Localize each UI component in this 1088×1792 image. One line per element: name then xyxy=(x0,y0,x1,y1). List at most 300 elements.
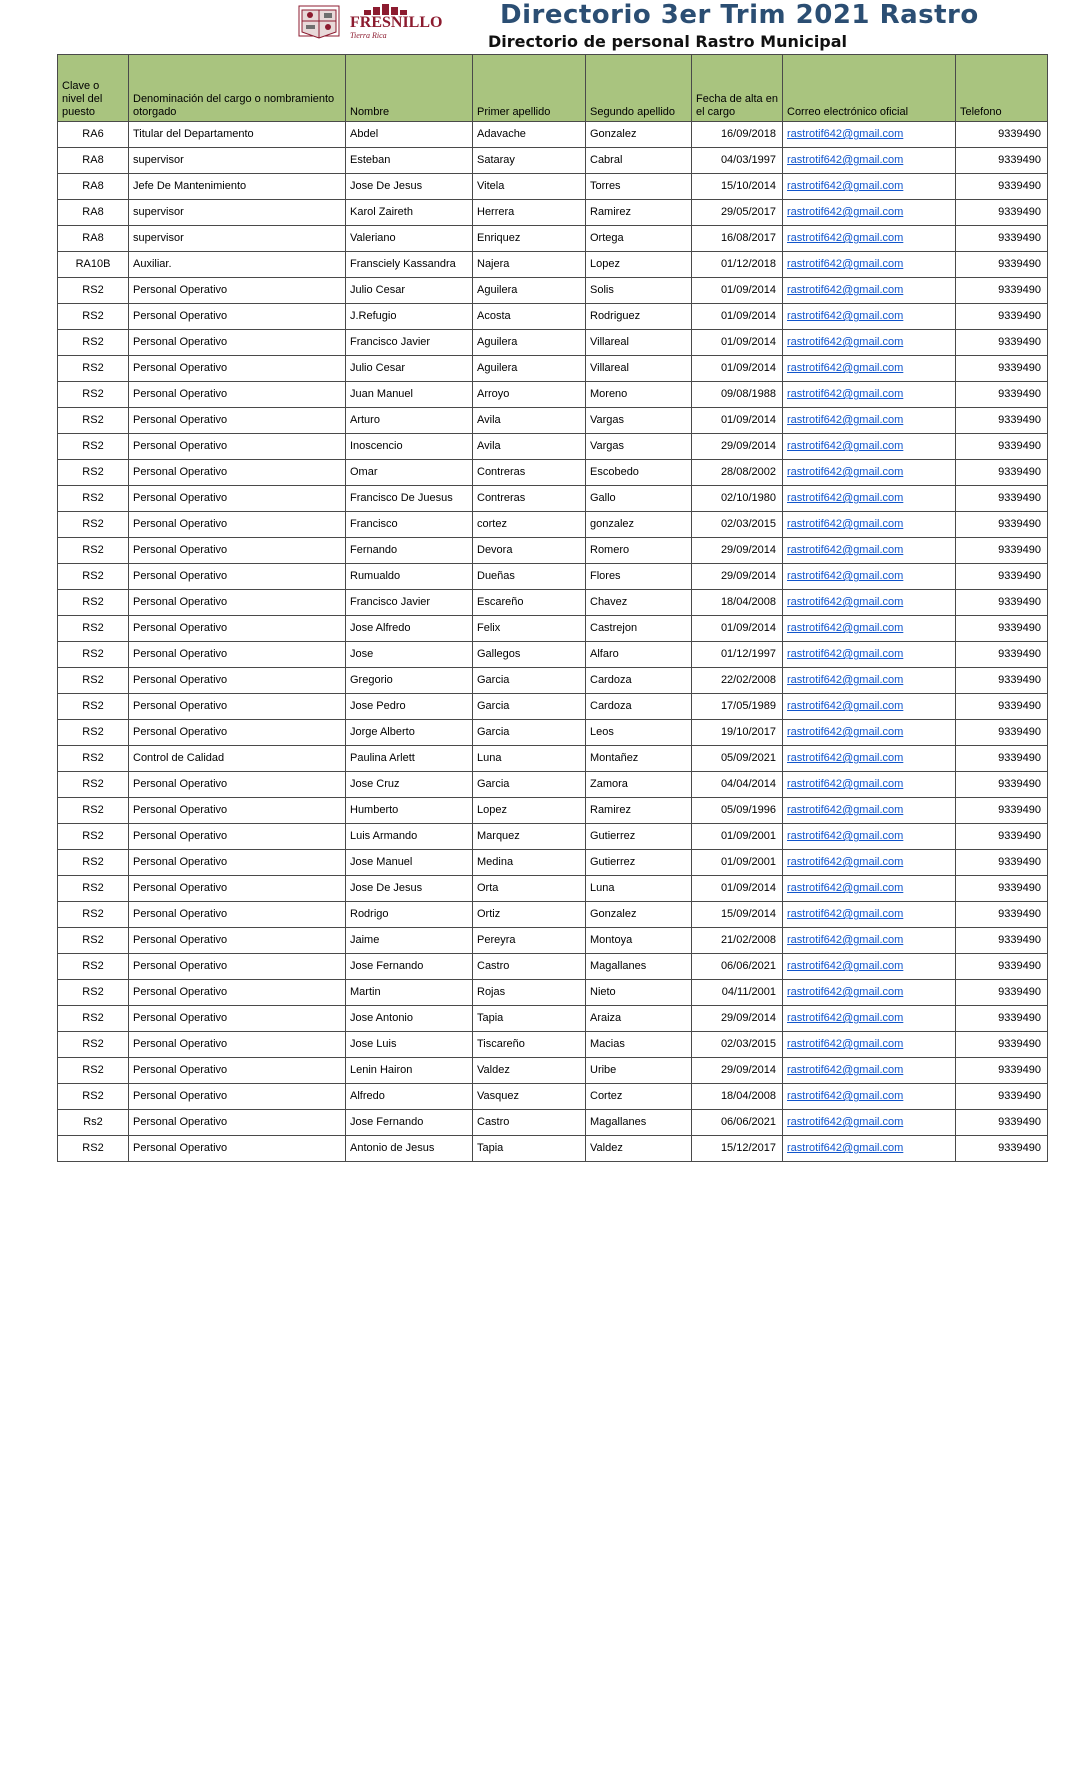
cell-denominacion: Auxiliar. xyxy=(129,252,346,278)
cell-denominacion: Personal Operativo xyxy=(129,772,346,798)
cell-clave: RS2 xyxy=(58,382,129,408)
cell-primer-apellido: Garcia xyxy=(473,668,586,694)
cell-nombre: Inoscencio xyxy=(346,434,473,460)
cell-clave: RS2 xyxy=(58,1136,129,1162)
table-row xyxy=(58,460,1048,486)
column-header-nombre: Nombre xyxy=(346,55,473,122)
cell-denominacion: Personal Operativo xyxy=(129,434,346,460)
email-link[interactable]: rastrotif642@gmail.com xyxy=(787,206,904,218)
cell-telefono: 9339490 xyxy=(956,642,1048,668)
cell-clave: RS2 xyxy=(58,720,129,746)
cell-clave: RS2 xyxy=(58,642,129,668)
cell-segundo-apellido: Vargas xyxy=(586,408,692,434)
cell-primer-apellido: Tiscareño xyxy=(473,1032,586,1058)
email-link[interactable]: rastrotif642@gmail.com xyxy=(787,154,904,166)
cell-telefono: 9339490 xyxy=(956,668,1048,694)
table-row xyxy=(58,252,1048,278)
cell-telefono: 9339490 xyxy=(956,460,1048,486)
cell-fecha-alta: 04/11/2001 xyxy=(692,980,783,1006)
cell-primer-apellido: Garcia xyxy=(473,720,586,746)
email-link[interactable]: rastrotif642@gmail.com xyxy=(787,362,904,374)
table-row xyxy=(58,304,1048,330)
cell-segundo-apellido: Ortega xyxy=(586,226,692,252)
cell-telefono: 9339490 xyxy=(956,278,1048,304)
cell-denominacion: Personal Operativo xyxy=(129,616,346,642)
cell-primer-apellido: Lopez xyxy=(473,798,586,824)
column-header-correo: Correo electrónico oficial xyxy=(783,55,956,122)
email-link[interactable]: rastrotif642@gmail.com xyxy=(787,700,904,712)
cell-nombre: Jose Pedro xyxy=(346,694,473,720)
email-link[interactable]: rastrotif642@gmail.com xyxy=(787,128,904,140)
cell-telefono: 9339490 xyxy=(956,954,1048,980)
cell-fecha-alta: 06/06/2021 xyxy=(692,954,783,980)
cell-primer-apellido: Sataray xyxy=(473,148,586,174)
cell-fecha-alta: 01/09/2001 xyxy=(692,850,783,876)
email-link[interactable]: rastrotif642@gmail.com xyxy=(787,960,904,972)
cell-primer-apellido: Aguilera xyxy=(473,278,586,304)
cell-nombre: Jose Fernando xyxy=(346,1110,473,1136)
cell-correo xyxy=(783,1032,956,1058)
table-row xyxy=(58,590,1048,616)
cell-correo xyxy=(783,1084,956,1110)
cell-denominacion: Personal Operativo xyxy=(129,356,346,382)
cell-correo xyxy=(783,642,956,668)
cell-telefono: 9339490 xyxy=(956,772,1048,798)
cell-clave: RS2 xyxy=(58,616,129,642)
cell-primer-apellido: Acosta xyxy=(473,304,586,330)
cell-primer-apellido: Pereyra xyxy=(473,928,586,954)
cell-segundo-apellido: Cardoza xyxy=(586,668,692,694)
cell-fecha-alta: 29/05/2017 xyxy=(692,200,783,226)
cell-segundo-apellido: Moreno xyxy=(586,382,692,408)
cell-fecha-alta: 02/10/1980 xyxy=(692,486,783,512)
cell-segundo-apellido: Nieto xyxy=(586,980,692,1006)
cell-telefono: 9339490 xyxy=(956,564,1048,590)
cell-correo xyxy=(783,434,956,460)
cell-fecha-alta: 17/05/1989 xyxy=(692,694,783,720)
cell-primer-apellido: Castro xyxy=(473,954,586,980)
cell-nombre: Esteban xyxy=(346,148,473,174)
cell-denominacion: supervisor xyxy=(129,226,346,252)
cell-primer-apellido: Aguilera xyxy=(473,330,586,356)
email-link[interactable]: rastrotif642@gmail.com xyxy=(787,284,904,296)
table-row xyxy=(58,980,1048,1006)
cell-correo xyxy=(783,538,956,564)
table-row xyxy=(58,512,1048,538)
cell-segundo-apellido: Cardoza xyxy=(586,694,692,720)
email-link[interactable]: rastrotif642@gmail.com xyxy=(787,596,904,608)
cell-correo xyxy=(783,512,956,538)
cell-telefono: 9339490 xyxy=(956,148,1048,174)
cell-telefono: 9339490 xyxy=(956,616,1048,642)
email-link[interactable]: rastrotif642@gmail.com xyxy=(787,934,904,946)
cell-segundo-apellido: Magallanes xyxy=(586,954,692,980)
cell-fecha-alta: 05/09/2021 xyxy=(692,746,783,772)
cell-fecha-alta: 01/09/2014 xyxy=(692,616,783,642)
email-link[interactable]: rastrotif642@gmail.com xyxy=(787,778,904,790)
email-link[interactable]: rastrotif642@gmail.com xyxy=(787,258,904,270)
cell-denominacion: Personal Operativo xyxy=(129,278,346,304)
logos xyxy=(296,2,454,42)
cell-fecha-alta: 18/04/2008 xyxy=(692,590,783,616)
email-link[interactable]: rastrotif642@gmail.com xyxy=(787,752,904,764)
cell-segundo-apellido: Magallanes xyxy=(586,1110,692,1136)
municipal-crest-icon xyxy=(296,2,342,42)
email-link[interactable]: rastrotif642@gmail.com xyxy=(787,830,904,842)
document-header xyxy=(0,0,1088,52)
cell-primer-apellido: Garcia xyxy=(473,694,586,720)
email-link[interactable]: rastrotif642@gmail.com xyxy=(787,466,904,478)
cell-fecha-alta: 02/03/2015 xyxy=(692,1032,783,1058)
table-row xyxy=(58,434,1048,460)
cell-fecha-alta: 16/08/2017 xyxy=(692,226,783,252)
table-row xyxy=(58,720,1048,746)
cell-denominacion: Personal Operativo xyxy=(129,382,346,408)
cell-correo xyxy=(783,746,956,772)
cell-denominacion: Personal Operativo xyxy=(129,876,346,902)
cell-clave: RS2 xyxy=(58,954,129,980)
table-row xyxy=(58,174,1048,200)
logo-tagline: Tierra Rica xyxy=(350,31,387,40)
cell-segundo-apellido: Leos xyxy=(586,720,692,746)
cell-telefono: 9339490 xyxy=(956,980,1048,1006)
cell-telefono: 9339490 xyxy=(956,538,1048,564)
cell-segundo-apellido: Escobedo xyxy=(586,460,692,486)
email-link[interactable]: rastrotif642@gmail.com xyxy=(787,1012,904,1024)
column-header-clave: Clave o nivel del puesto xyxy=(58,55,129,122)
email-link[interactable]: rastrotif642@gmail.com xyxy=(787,570,904,582)
cell-correo xyxy=(783,408,956,434)
email-link[interactable]: rastrotif642@gmail.com xyxy=(787,1116,904,1128)
cell-clave: RS2 xyxy=(58,278,129,304)
cell-nombre: Lenin Hairon xyxy=(346,1058,473,1084)
cell-telefono: 9339490 xyxy=(956,902,1048,928)
cell-segundo-apellido: Chavez xyxy=(586,590,692,616)
cell-segundo-apellido: Gonzalez xyxy=(586,122,692,148)
cell-nombre: Jose De Jesus xyxy=(346,174,473,200)
cell-fecha-alta: 09/08/1988 xyxy=(692,382,783,408)
cell-nombre: Paulina Arlett xyxy=(346,746,473,772)
cell-clave: RA6 xyxy=(58,122,129,148)
email-link[interactable]: rastrotif642@gmail.com xyxy=(787,1142,904,1154)
cell-segundo-apellido: Cabral xyxy=(586,148,692,174)
cell-telefono: 9339490 xyxy=(956,876,1048,902)
cell-correo xyxy=(783,1110,956,1136)
email-link[interactable]: rastrotif642@gmail.com xyxy=(787,440,904,452)
cell-denominacion: Personal Operativo xyxy=(129,1136,346,1162)
cell-telefono: 9339490 xyxy=(956,512,1048,538)
cell-segundo-apellido: Villareal xyxy=(586,330,692,356)
cell-clave: RS2 xyxy=(58,694,129,720)
cell-telefono: 9339490 xyxy=(956,1110,1048,1136)
table-header-row xyxy=(58,55,1048,122)
cell-fecha-alta: 29/09/2014 xyxy=(692,564,783,590)
email-link[interactable]: rastrotif642@gmail.com xyxy=(787,544,904,556)
cell-fecha-alta: 19/10/2017 xyxy=(692,720,783,746)
cell-telefono: 9339490 xyxy=(956,356,1048,382)
email-link[interactable]: rastrotif642@gmail.com xyxy=(787,648,904,660)
email-link[interactable]: rastrotif642@gmail.com xyxy=(787,336,904,348)
cell-primer-apellido: Vasquez xyxy=(473,1084,586,1110)
table-row xyxy=(58,746,1048,772)
email-link[interactable]: rastrotif642@gmail.com xyxy=(787,674,904,686)
email-link[interactable]: rastrotif642@gmail.com xyxy=(787,414,904,426)
cell-denominacion: Personal Operativo xyxy=(129,1006,346,1032)
cell-clave: RS2 xyxy=(58,408,129,434)
cell-nombre: Humberto xyxy=(346,798,473,824)
cell-primer-apellido: Enriquez xyxy=(473,226,586,252)
cell-denominacion: Personal Operativo xyxy=(129,668,346,694)
cell-fecha-alta: 22/02/2008 xyxy=(692,668,783,694)
table-row xyxy=(58,928,1048,954)
cell-nombre: Jose xyxy=(346,642,473,668)
cell-correo xyxy=(783,590,956,616)
cell-segundo-apellido: Montañez xyxy=(586,746,692,772)
email-link[interactable]: rastrotif642@gmail.com xyxy=(787,518,904,530)
cell-fecha-alta: 01/09/2014 xyxy=(692,408,783,434)
cell-clave: RS2 xyxy=(58,1084,129,1110)
cell-primer-apellido: Ortiz xyxy=(473,902,586,928)
column-header-telefono: Telefono xyxy=(956,55,1048,122)
email-link[interactable]: rastrotif642@gmail.com xyxy=(787,388,904,400)
cell-nombre: Arturo xyxy=(346,408,473,434)
cell-correo xyxy=(783,330,956,356)
cell-telefono: 9339490 xyxy=(956,408,1048,434)
cell-nombre: Francisco De Juesus xyxy=(346,486,473,512)
cell-clave: RS2 xyxy=(58,876,129,902)
fresnillo-logo xyxy=(350,4,454,40)
table-row xyxy=(58,122,1048,148)
cell-segundo-apellido: Valdez xyxy=(586,1136,692,1162)
cell-primer-apellido: Najera xyxy=(473,252,586,278)
column-header-primer-apellido: Primer apellido xyxy=(473,55,586,122)
table-row xyxy=(58,1110,1048,1136)
cell-denominacion: Control de Calidad xyxy=(129,746,346,772)
cell-nombre: Rumualdo xyxy=(346,564,473,590)
cell-denominacion: Personal Operativo xyxy=(129,304,346,330)
table-row xyxy=(58,486,1048,512)
email-link[interactable]: rastrotif642@gmail.com xyxy=(787,856,904,868)
cell-fecha-alta: 15/10/2014 xyxy=(692,174,783,200)
cell-correo xyxy=(783,720,956,746)
email-link[interactable]: rastrotif642@gmail.com xyxy=(787,986,904,998)
table-row xyxy=(58,278,1048,304)
cell-telefono: 9339490 xyxy=(956,174,1048,200)
cell-denominacion: supervisor xyxy=(129,148,346,174)
table-row xyxy=(58,772,1048,798)
cell-fecha-alta: 21/02/2008 xyxy=(692,928,783,954)
cell-correo xyxy=(783,798,956,824)
cell-clave: RA8 xyxy=(58,148,129,174)
cell-fecha-alta: 29/09/2014 xyxy=(692,434,783,460)
cell-fecha-alta: 01/09/2014 xyxy=(692,356,783,382)
cell-segundo-apellido: Ramirez xyxy=(586,798,692,824)
email-link[interactable]: rastrotif642@gmail.com xyxy=(787,180,904,192)
cell-telefono: 9339490 xyxy=(956,850,1048,876)
table-row xyxy=(58,148,1048,174)
cell-primer-apellido: Gallegos xyxy=(473,642,586,668)
cell-correo xyxy=(783,902,956,928)
cell-primer-apellido: Rojas xyxy=(473,980,586,1006)
cell-primer-apellido: Arroyo xyxy=(473,382,586,408)
cell-segundo-apellido: Torres xyxy=(586,174,692,200)
cell-denominacion: Personal Operativo xyxy=(129,1084,346,1110)
cell-telefono: 9339490 xyxy=(956,590,1048,616)
cell-clave: RS2 xyxy=(58,330,129,356)
cell-nombre: Francisco xyxy=(346,512,473,538)
cell-fecha-alta: 05/09/1996 xyxy=(692,798,783,824)
cell-nombre: Gregorio xyxy=(346,668,473,694)
cell-fecha-alta: 28/08/2002 xyxy=(692,460,783,486)
cell-denominacion: supervisor xyxy=(129,200,346,226)
cell-clave: RS2 xyxy=(58,460,129,486)
cell-fecha-alta: 01/12/1997 xyxy=(692,642,783,668)
table-row xyxy=(58,1006,1048,1032)
cell-denominacion: Personal Operativo xyxy=(129,928,346,954)
table-row xyxy=(58,824,1048,850)
cell-denominacion: Personal Operativo xyxy=(129,642,346,668)
cell-segundo-apellido: Lopez xyxy=(586,252,692,278)
cell-primer-apellido: Contreras xyxy=(473,486,586,512)
cell-correo xyxy=(783,122,956,148)
cell-denominacion: Personal Operativo xyxy=(129,330,346,356)
cell-clave: RS2 xyxy=(58,902,129,928)
cell-nombre: Jose Luis xyxy=(346,1032,473,1058)
cell-nombre: Jose Manuel xyxy=(346,850,473,876)
cell-denominacion: Personal Operativo xyxy=(129,408,346,434)
cell-telefono: 9339490 xyxy=(956,694,1048,720)
email-link[interactable]: rastrotif642@gmail.com xyxy=(787,622,904,634)
email-link[interactable]: rastrotif642@gmail.com xyxy=(787,908,904,920)
cell-clave: RA8 xyxy=(58,174,129,200)
cell-fecha-alta: 01/09/2014 xyxy=(692,278,783,304)
cell-clave: RS2 xyxy=(58,798,129,824)
cell-segundo-apellido: Zamora xyxy=(586,772,692,798)
cell-segundo-apellido: Cortez xyxy=(586,1084,692,1110)
email-link[interactable]: rastrotif642@gmail.com xyxy=(787,804,904,816)
cell-fecha-alta: 15/09/2014 xyxy=(692,902,783,928)
cell-clave: RA8 xyxy=(58,226,129,252)
cell-primer-apellido: Castro xyxy=(473,1110,586,1136)
cell-clave: RS2 xyxy=(58,772,129,798)
cell-correo xyxy=(783,1058,956,1084)
cell-nombre: Juan Manuel xyxy=(346,382,473,408)
email-link[interactable]: rastrotif642@gmail.com xyxy=(787,1038,904,1050)
cell-correo xyxy=(783,1006,956,1032)
cell-segundo-apellido: Solis xyxy=(586,278,692,304)
table-row xyxy=(58,226,1048,252)
cell-fecha-alta: 29/09/2014 xyxy=(692,538,783,564)
email-link[interactable]: rastrotif642@gmail.com xyxy=(787,1064,904,1076)
cell-telefono: 9339490 xyxy=(956,200,1048,226)
cell-telefono: 9339490 xyxy=(956,434,1048,460)
cell-segundo-apellido: Luna xyxy=(586,876,692,902)
cell-segundo-apellido: Vargas xyxy=(586,434,692,460)
cell-correo xyxy=(783,850,956,876)
cell-fecha-alta: 01/09/2014 xyxy=(692,304,783,330)
cell-fecha-alta: 29/09/2014 xyxy=(692,1006,783,1032)
cell-fecha-alta: 18/04/2008 xyxy=(692,1084,783,1110)
cell-segundo-apellido: Ramirez xyxy=(586,200,692,226)
cell-clave: RS2 xyxy=(58,304,129,330)
cell-denominacion: Personal Operativo xyxy=(129,824,346,850)
cell-primer-apellido: Marquez xyxy=(473,824,586,850)
table-row xyxy=(58,1136,1048,1162)
cell-nombre: Rodrigo xyxy=(346,902,473,928)
table-row xyxy=(58,642,1048,668)
cell-fecha-alta: 01/09/2001 xyxy=(692,824,783,850)
logo-wordmark: FRESNILLO xyxy=(350,14,443,31)
email-link[interactable]: rastrotif642@gmail.com xyxy=(787,882,904,894)
cell-segundo-apellido: Gonzalez xyxy=(586,902,692,928)
cell-telefono: 9339490 xyxy=(956,1058,1048,1084)
cell-nombre: Jose Antonio xyxy=(346,1006,473,1032)
table-row xyxy=(58,902,1048,928)
cell-clave: RS2 xyxy=(58,980,129,1006)
cell-clave: RS2 xyxy=(58,928,129,954)
page-subtitle: Directorio de personal Rastro Municipal xyxy=(488,32,848,51)
cell-correo xyxy=(783,304,956,330)
cell-primer-apellido: Tapia xyxy=(473,1006,586,1032)
cell-nombre: Francisco Javier xyxy=(346,590,473,616)
cell-clave: RS2 xyxy=(58,564,129,590)
cell-correo xyxy=(783,564,956,590)
cell-telefono: 9339490 xyxy=(956,486,1048,512)
cell-telefono: 9339490 xyxy=(956,928,1048,954)
cell-denominacion: Personal Operativo xyxy=(129,460,346,486)
cell-primer-apellido: Adavache xyxy=(473,122,586,148)
cell-nombre: J.Refugio xyxy=(346,304,473,330)
email-link[interactable]: rastrotif642@gmail.com xyxy=(787,232,904,244)
cell-correo xyxy=(783,824,956,850)
cell-correo xyxy=(783,876,956,902)
column-header-denominacion: Denominación del cargo o nombramiento otorgado xyxy=(129,55,346,122)
cell-clave: RS2 xyxy=(58,824,129,850)
email-link[interactable]: rastrotif642@gmail.com xyxy=(787,492,904,504)
cell-denominacion: Personal Operativo xyxy=(129,902,346,928)
table-body xyxy=(58,122,1048,1162)
cell-correo xyxy=(783,928,956,954)
cell-correo xyxy=(783,616,956,642)
email-link[interactable]: rastrotif642@gmail.com xyxy=(787,1090,904,1102)
cell-clave: RS2 xyxy=(58,668,129,694)
cell-primer-apellido: Avila xyxy=(473,434,586,460)
cell-segundo-apellido: Gutierrez xyxy=(586,824,692,850)
cell-segundo-apellido: Rodriguez xyxy=(586,304,692,330)
email-link[interactable]: rastrotif642@gmail.com xyxy=(787,310,904,322)
cell-denominacion: Personal Operativo xyxy=(129,512,346,538)
cell-telefono: 9339490 xyxy=(956,1006,1048,1032)
cell-correo xyxy=(783,668,956,694)
cell-segundo-apellido: gonzalez xyxy=(586,512,692,538)
cell-nombre: Omar xyxy=(346,460,473,486)
cell-clave: RS2 xyxy=(58,486,129,512)
cell-primer-apellido: Aguilera xyxy=(473,356,586,382)
cell-telefono: 9339490 xyxy=(956,720,1048,746)
cell-denominacion: Personal Operativo xyxy=(129,538,346,564)
cell-primer-apellido: Garcia xyxy=(473,772,586,798)
cell-clave: RS2 xyxy=(58,356,129,382)
cell-fecha-alta: 01/09/2014 xyxy=(692,876,783,902)
cell-correo xyxy=(783,460,956,486)
cell-primer-apellido: Felix xyxy=(473,616,586,642)
cell-clave: RS2 xyxy=(58,746,129,772)
cell-clave: Rs2 xyxy=(58,1110,129,1136)
email-link[interactable]: rastrotif642@gmail.com xyxy=(787,726,904,738)
table-row xyxy=(58,798,1048,824)
cell-primer-apellido: Avila xyxy=(473,408,586,434)
cell-segundo-apellido: Flores xyxy=(586,564,692,590)
